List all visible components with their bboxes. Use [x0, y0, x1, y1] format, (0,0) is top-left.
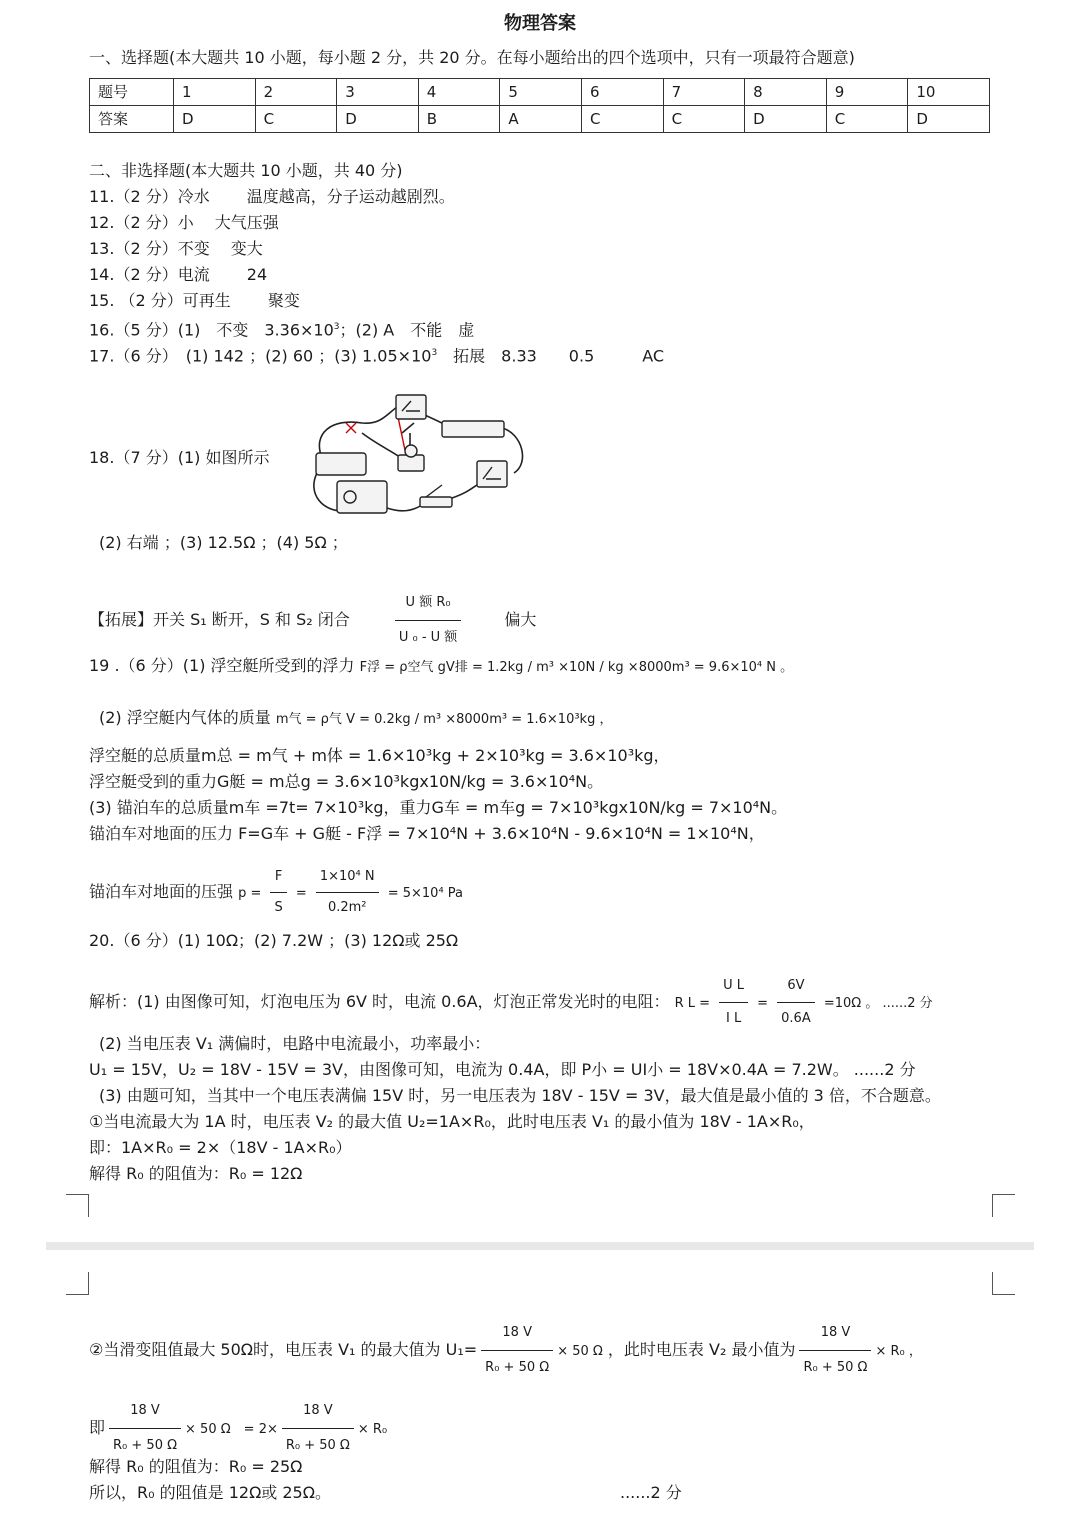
answer-14: 14.（2 分）电流 24	[89, 265, 268, 284]
q19-result: = 5×10⁴ Pa	[387, 886, 464, 901]
fraction-numerator: 18 V	[303, 1403, 333, 1418]
table-cell: C	[255, 106, 337, 133]
answer-20-line1: 20.（6 分）(1) 10Ω；(2) 7.2W ；(3) 12Ω或 25Ω	[89, 931, 459, 950]
answer-19-line4: 浮空艇受到的重力G艇 = m总g = 3.6×10³kgx10N/kg = 3.6×10⁴N。	[89, 772, 604, 791]
q20-text: 即	[89, 1418, 106, 1437]
q19-formula: F浮 = ρ空气 gV排 = 1.2kg / m³ ×10N / kg ×8000m³ = 9.6×10⁴ N 。	[359, 660, 794, 675]
fraction-numerator: 18 V	[130, 1403, 160, 1418]
table-cell: D	[908, 106, 990, 133]
q20-term: × R₀	[357, 1422, 388, 1437]
answer-20-line5: (3) 由题可知，当其中一个电压表满偏 15V 时，另一电压表为 18V - 15V = 3V，最大值是最小值的 3 倍，不合题意。	[99, 1086, 941, 1105]
table-cell: C	[581, 106, 663, 133]
answer-13: 13.（2 分）不变 变大	[89, 239, 263, 258]
q19-text: 19 .（6 分）(1) 浮空艇所受到的浮力	[89, 656, 355, 675]
table-cell: 8	[745, 79, 827, 106]
fraction-numerator: 6V	[787, 978, 805, 993]
page-title: 物理答案	[504, 13, 576, 34]
answer-20-line11: 解得 R₀ 的阻值为：R₀ = 25Ω	[89, 1457, 303, 1476]
q20-fraction-symbolic	[719, 972, 748, 1033]
ammeter	[477, 461, 507, 487]
rheostat	[316, 453, 366, 475]
table-cell: B	[418, 106, 500, 133]
sliding-rheostat	[442, 421, 504, 437]
page-corner-mark	[66, 1194, 89, 1217]
bulb	[405, 445, 417, 457]
cross-mark	[346, 423, 356, 433]
q20-result: =10Ω 。 ......2 分	[823, 996, 933, 1011]
answer-19-line5: (3) 锚泊车的总质量m车 =7t= 7×10³kg，重力G车 = m车g = 7×10³kgx10N/kg = 7×10⁴N。	[89, 798, 788, 817]
circuit-diagram	[302, 393, 538, 523]
q20-fraction	[481, 1318, 553, 1383]
answer-20-line10	[89, 1396, 387, 1461]
answer-20-line2	[89, 972, 933, 1033]
extension-fraction	[395, 588, 461, 653]
answer-19-line2	[99, 707, 612, 731]
fraction-denominator: S	[270, 892, 286, 921]
answer-20-line3: (2) 当电压表 V₁ 满偏时，电路中电流最小，功率最小：	[99, 1034, 491, 1053]
extension-result: 偏大	[504, 610, 537, 629]
fraction-numerator: 18 V	[502, 1325, 532, 1340]
table-cell: 5	[500, 79, 582, 106]
answer-20-line6: ①当电流最大为 1A 时，电压表 V₂ 的最大值 U₂=1A×R₀，此时电压表 V₁ 的最小值为 18V - 1A×R₀，	[89, 1112, 815, 1131]
q20-text: ，此时电压表 V₂ 最小值为	[607, 1340, 796, 1359]
row-label-answer: 答案	[90, 106, 174, 133]
answer-20-line12: 所以，R₀ 的阻值是 12Ω或 25Ω。	[89, 1483, 331, 1502]
section1-heading: 一、选择题(本大题共 10 小题，每小题 2 分，共 20 分。在每小题给出的四个选项中，只有一项最符合题意)	[89, 48, 855, 67]
q19-text: 锚泊车对地面的压强	[89, 882, 234, 901]
q20-term: × R₀ ，	[875, 1344, 922, 1359]
answer-18-part2: (2) 右端 ；(3) 12.5Ω ；(4) 5Ω ；	[99, 533, 348, 552]
page-break	[46, 1242, 1034, 1250]
q20-text: 解析：(1) 由图像可知，灯泡电压为 6V 时，电流 0.6A，灯泡正常发光时的电阻：	[89, 992, 670, 1011]
answer-table	[89, 78, 990, 133]
answer-20-line8: 解得 R₀ 的阻值为：R₀ = 12Ω	[89, 1164, 303, 1183]
row-label-number: 题号	[90, 79, 174, 106]
table-cell: 7	[663, 79, 745, 106]
answer-17-tail: 拓展 8.33 0.5 AC	[437, 346, 665, 366]
fraction-denominator: R₀ + 50 Ω	[481, 1350, 553, 1383]
answer-17-exponent: 3	[431, 348, 438, 358]
switch-lever	[426, 485, 442, 497]
table-cell: D	[745, 106, 827, 133]
table-cell: D	[174, 106, 256, 133]
answer-20-line9	[89, 1318, 922, 1383]
extension-label: 【拓展】开关 S₁ 断开，S 和 S₂ 闭合	[89, 610, 350, 629]
table-cell: 4	[418, 79, 500, 106]
table-row-numbers	[90, 79, 990, 106]
answer-19-line7	[89, 864, 463, 921]
answer-19-line6: 锚泊车对地面的压力 F=G车 + G艇 - F浮 = 7×10⁴N + 3.6×10⁴N - 9.6×10⁴N = 1×10⁴N，	[89, 824, 765, 843]
answer-16-exponent: 3	[333, 322, 340, 332]
q20-fraction	[799, 1318, 871, 1383]
power-knob	[344, 491, 356, 503]
q20-equals: =	[757, 996, 769, 1011]
fraction-denominator: 0.6A	[777, 1002, 815, 1033]
fraction-numerator: 18 V	[820, 1325, 851, 1340]
fraction-denominator: R₀ + 50 Ω	[799, 1350, 871, 1383]
q19-symbol: p =	[238, 886, 262, 901]
page-corner-mark	[66, 1272, 89, 1295]
fraction-denominator: 0.2m²	[316, 892, 379, 921]
table-cell: 10	[908, 79, 990, 106]
table-cell: A	[500, 106, 582, 133]
table-cell: C	[826, 106, 908, 133]
section2-heading: 二、非选择题(本大题共 10 小题，共 40 分)	[89, 161, 403, 180]
answer-17-text: 17.（6 分） (1) 142 ；(2) 60 ；(3) 1.05×10	[89, 346, 432, 366]
answer-18-part1: 18.（7 分）(1) 如图所示	[89, 448, 270, 467]
answer-17	[89, 342, 664, 367]
q20-fraction	[282, 1396, 354, 1461]
answer-19-line1	[89, 655, 793, 679]
table-cell: 9	[826, 79, 908, 106]
table-cell: 1	[174, 79, 256, 106]
answer-19-line3: 浮空艇的总质量m总 = m气 + m体 = 1.6×10³kg + 2×10³kg = 3.6×10³kg，	[89, 746, 670, 765]
table-cell: 6	[581, 79, 663, 106]
q20-term: × 50 Ω	[557, 1344, 603, 1359]
q19-formula: m气 = ρ气 V = 0.2kg / m³ ×8000m³ = 1.6×10³kg ，	[275, 712, 613, 727]
q19-text: (2) 浮空艇内气体的质量	[99, 708, 271, 727]
q19-fraction-values	[316, 864, 379, 921]
answer-16	[89, 316, 474, 341]
q20-fraction-values	[777, 972, 815, 1033]
fraction-denominator: R₀ + 50 Ω	[109, 1428, 181, 1461]
fraction-denominator: U ₀ - U 额	[395, 620, 461, 653]
q20-term: × 50 Ω = 2×	[185, 1422, 278, 1437]
page-corner-mark	[992, 1194, 1015, 1217]
fraction-denominator: I L	[719, 1002, 748, 1033]
q20-text: ②当滑变阻值最大 50Ω时，电压表 V₁ 的最大值为 U₁=	[89, 1340, 478, 1359]
fraction-numerator: U L	[723, 978, 745, 993]
answer-18-extension	[89, 588, 536, 653]
switch-base	[420, 497, 452, 507]
answer-11: 11.（2 分）冷水 温度越高，分子运动越剧烈。	[89, 187, 455, 206]
fraction-numerator: 1×10⁴ N	[319, 869, 375, 884]
answer-20-line4: U₁ = 15V，U₂ = 18V - 15V = 3V，由图像可知，电流为 0.4A，即 P小 = UI小 = 18V×0.4A = 7.2W。 ......2 分	[89, 1060, 916, 1079]
table-cell: D	[337, 106, 419, 133]
q20-symbol: R L =	[674, 996, 711, 1011]
answer-12: 12.（2 分）小 大气压强	[89, 213, 279, 232]
answer-20-score: ......2 分	[620, 1483, 682, 1502]
wire	[387, 505, 422, 511]
answer-15: 15. （2 分）可再生 聚变	[89, 291, 300, 310]
table-cell: 2	[255, 79, 337, 106]
q19-fraction-symbolic	[270, 864, 286, 921]
table-cell: C	[663, 106, 745, 133]
fraction-numerator: U 额 R₀	[405, 595, 451, 610]
fraction-numerator: F	[274, 869, 283, 884]
answer-20-line7: 即：1A×R₀ = 2×（18V - 1A×R₀）	[89, 1138, 352, 1157]
answer-16-text: 16.（5 分）(1) 不变 3.36×10	[89, 320, 334, 340]
page-corner-mark	[992, 1272, 1015, 1295]
table-row-answers	[90, 106, 990, 133]
q19-equals: =	[295, 886, 307, 901]
q20-fraction	[109, 1396, 181, 1461]
table-cell: 3	[337, 79, 419, 106]
wire	[452, 483, 480, 498]
answer-16-tail: ；(2) A 不能 虚	[339, 320, 475, 340]
voltmeter	[396, 395, 426, 419]
fraction-denominator: R₀ + 50 Ω	[282, 1428, 354, 1461]
